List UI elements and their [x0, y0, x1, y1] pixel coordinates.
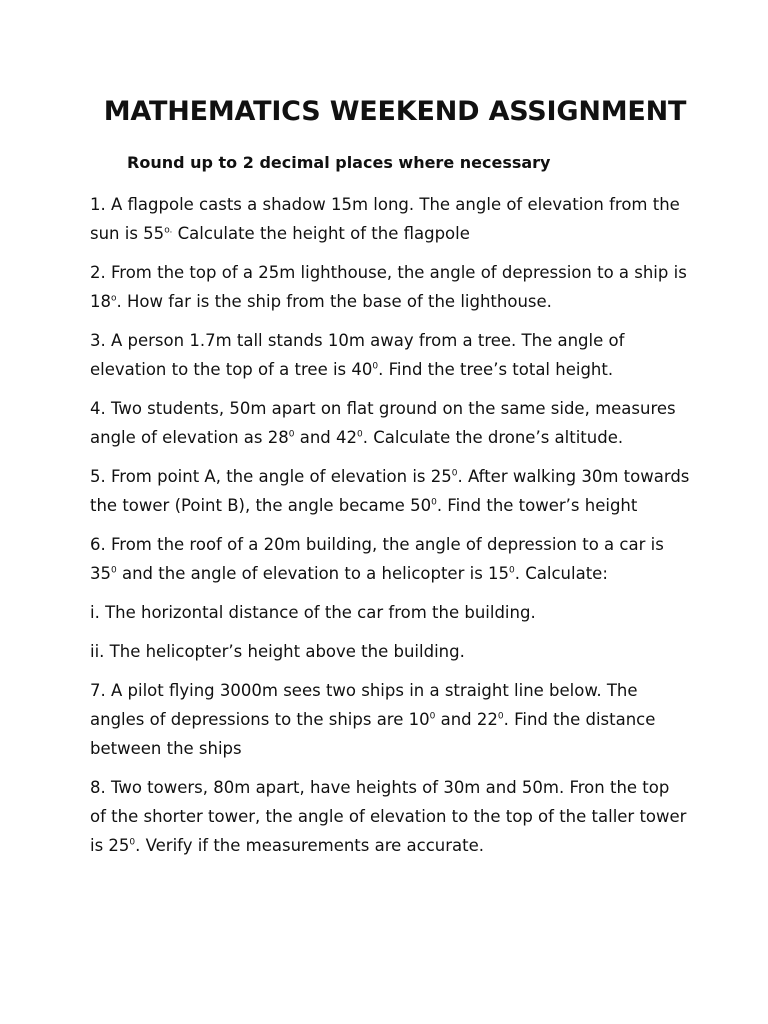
- question-q6: [90, 530, 690, 588]
- question-text: . Find the tree’s total height.: [378, 360, 614, 379]
- question-text: 4. Two students, 50m apart on flat ground on the same side, measures angle of elevation as 28: [90, 399, 676, 447]
- question-text: 8. Two towers, 80m apart, have heights of 30m and 50m. Fron the top of the shorter tower, the angle of elevation to the top of the taller tower is 25: [90, 778, 687, 855]
- degree-superscript: o.: [164, 225, 173, 236]
- question-q3: [90, 326, 690, 384]
- degree-superscript: 0: [509, 565, 515, 576]
- question-text: 5. From point A, the angle of elevation is 25: [90, 467, 452, 486]
- question-text: . Calculate the drone’s altitude.: [362, 428, 624, 447]
- degree-superscript: 0: [129, 837, 136, 848]
- degree-superscript: 0: [431, 497, 437, 508]
- degree-superscript: 0: [497, 711, 504, 722]
- page-title: MATHEMATICS WEEKEND ASSIGNMENT: [103, 96, 687, 127]
- degree-superscript: o: [111, 293, 117, 304]
- question-q7: [90, 676, 690, 763]
- question-text: . How far is the ship from the base of the lighthouse.: [116, 292, 552, 311]
- degree-superscript: 0: [111, 565, 117, 576]
- question-text: and 42: [294, 428, 357, 447]
- degree-superscript: 0: [357, 429, 363, 440]
- question-text: . After walking 30m towards the tower (Point B), the angle became 50: [90, 467, 690, 515]
- degree-superscript: 0: [372, 361, 379, 372]
- question-text: 6. From the roof of a 20m building, the angle of depression to a car is 35: [90, 535, 664, 583]
- question-q6i: [90, 598, 690, 627]
- question-list: [90, 190, 690, 870]
- question-text: . Find the tower’s height: [436, 496, 638, 515]
- question-text: 1. A flagpole casts a shadow 15m long. The angle of elevation from the sun is 55: [90, 195, 680, 243]
- question-q6ii: [90, 637, 690, 666]
- question-text: and the angle of elevation to a helicopter is 15: [116, 564, 510, 583]
- question-text: and 22: [435, 710, 498, 729]
- degree-superscript: 0: [429, 711, 436, 722]
- question-text: 7. A pilot flying 3000m sees two ships in a straight line below. The angles of depressions to the ships are 10: [90, 681, 638, 729]
- question-q2: [90, 258, 690, 316]
- question-text: . Find the distance between the ships: [90, 710, 656, 758]
- question-text: ii. The helicopter’s height above the building.: [90, 642, 465, 661]
- question-text: 2. From the top of a 25m lighthouse, the angle of depression to a ship is 18: [90, 263, 687, 311]
- question-text: Calculate the height of the flagpole: [172, 224, 470, 243]
- question-text: . Calculate:: [514, 564, 608, 583]
- question-q4: [90, 394, 690, 452]
- question-text: 3. A person 1.7m tall stands 10m away from a tree. The angle of elevation to the top of a tree is 40: [90, 331, 625, 379]
- instruction-text: Round up to 2 decimal places where necessary: [127, 153, 551, 172]
- question-q5: [90, 462, 690, 520]
- question-text: . Verify if the measurements are accurate.: [135, 836, 485, 855]
- question-q1: [90, 190, 690, 248]
- degree-superscript: 0: [288, 429, 295, 440]
- degree-superscript: 0: [451, 468, 458, 479]
- question-q8: [90, 773, 690, 860]
- question-text: i. The horizontal distance of the car from the building.: [90, 603, 536, 622]
